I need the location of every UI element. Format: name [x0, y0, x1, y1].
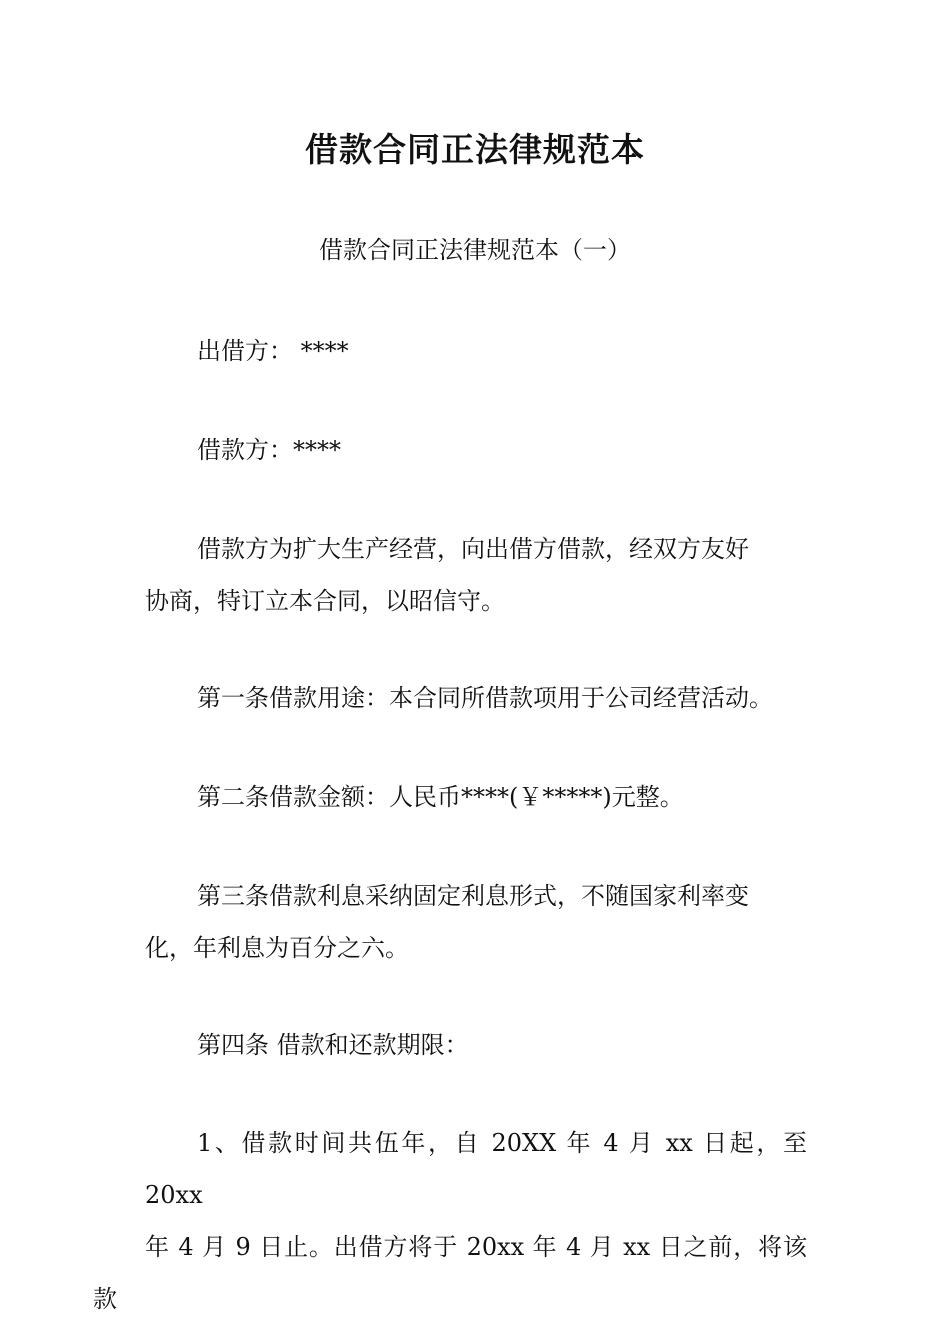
borrower-line: 借款方：****	[197, 436, 341, 464]
article-3-line-2: 化，年利息为百分之六。	[145, 934, 409, 962]
lender-line: 出借方： ****	[197, 337, 349, 365]
clause-1-line-2: 年 4 月 9 日止。出借方将于 20xx 年 4 月 xx 日之前，将该款	[93, 1233, 807, 1313]
article-3-paragraph	[145, 870, 807, 974]
clause-1-paragraph	[93, 1117, 807, 1325]
document-subtitle: 借款合同正法律规范本（一）	[319, 236, 631, 264]
article-4: 第四条 借款和还款期限：	[197, 1031, 469, 1059]
article-3-line-1: 第三条借款利息采纳固定利息形式，不随国家利率变	[197, 882, 749, 910]
document-title: 借款合同正法律规范本	[305, 130, 645, 169]
clause-1-line-1: 1、借款时间共伍年，自 20XX 年 4 月 xx 日起，至 20xx	[145, 1129, 807, 1209]
article-1: 第一条借款用途：本合同所借款项用于公司经营活动。	[197, 684, 773, 712]
intro-paragraph	[145, 523, 807, 627]
intro-line-1: 借款方为扩大生产经营，向出借方借款，经双方友好	[197, 535, 749, 563]
article-2: 第二条借款金额：人民币****(￥*****)元整。	[197, 783, 684, 811]
intro-line-2: 协商，特订立本合同，以昭信守。	[145, 587, 505, 615]
